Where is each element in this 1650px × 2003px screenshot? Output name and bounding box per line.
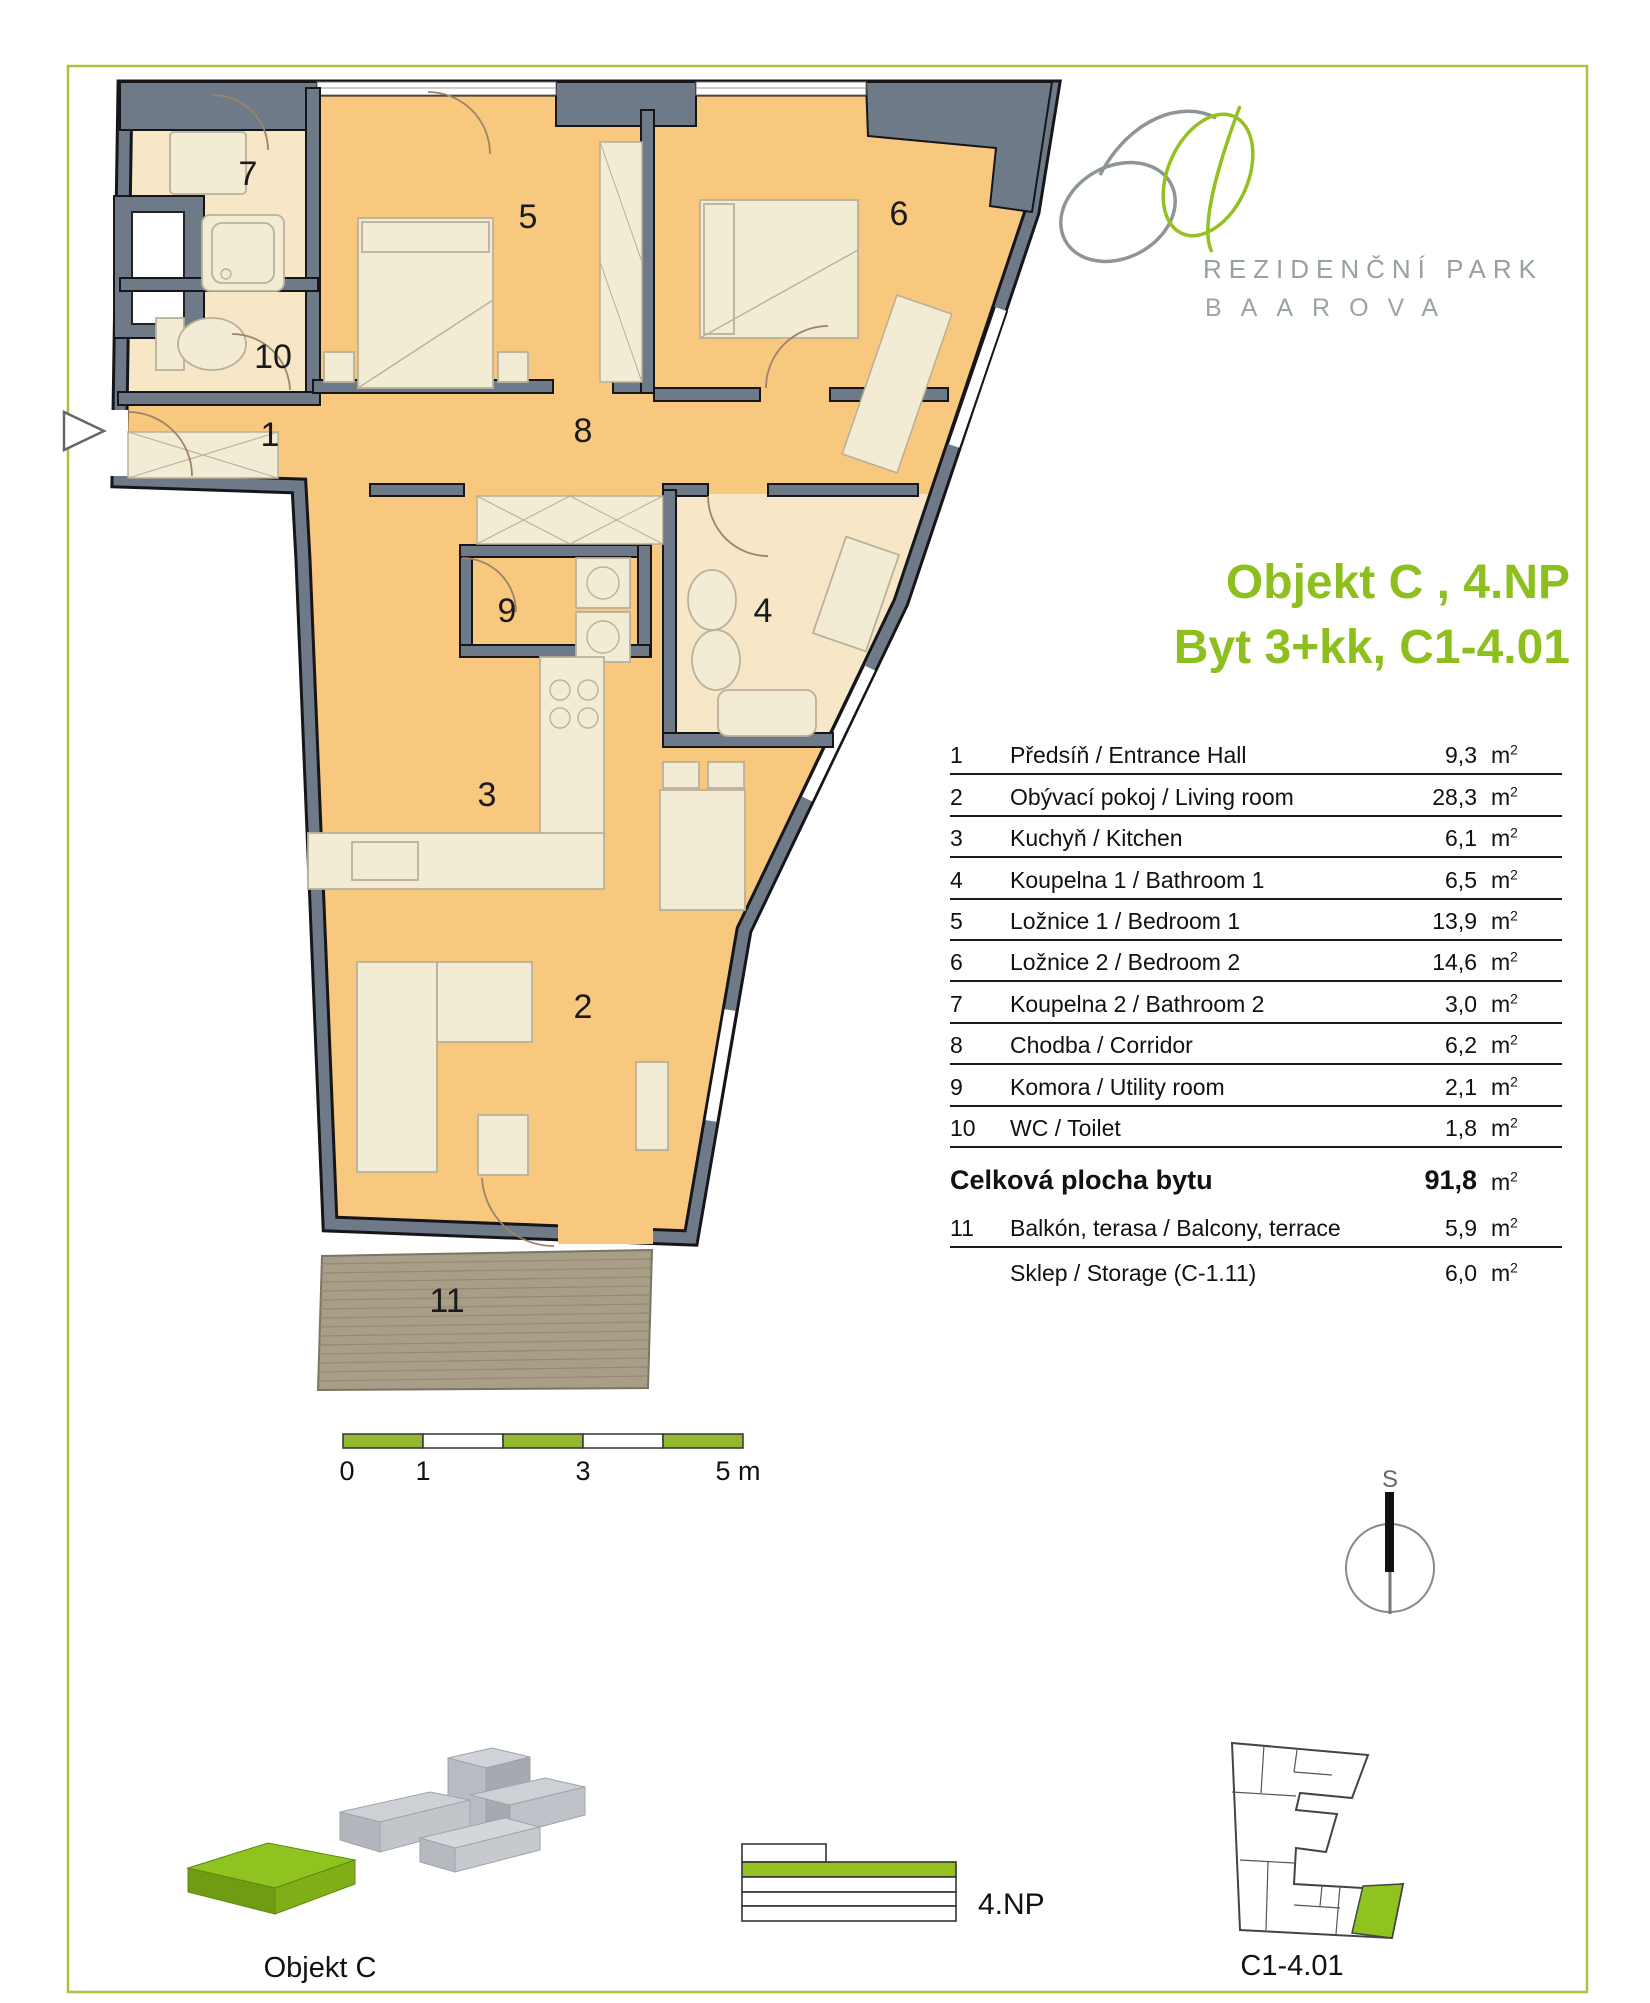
room-label-1: 1 [260, 416, 280, 454]
entry-opening [109, 410, 128, 476]
room-label-2: 2 [573, 988, 593, 1026]
scale-tick-3: 3 [575, 1456, 591, 1486]
scale-tick-5: 5 m [715, 1456, 761, 1486]
room-label-11: 11 [429, 1282, 465, 1320]
table-row: 5 Ložnice 1 / Bedroom 1 13,9 $m^2$ [950, 900, 1562, 941]
room-label-10: 10 [254, 338, 292, 376]
table-total-row: Celková plocha bytu 91,8 $m^2$ [950, 1164, 1518, 1195]
room-label-9: 9 [497, 592, 517, 630]
brand-name-line1: REZIDENČNÍ PARK [1203, 254, 1543, 284]
page-title [1174, 550, 1570, 680]
footer-unit-label: C1-4.01 [1240, 1950, 1344, 1982]
row-unit: $m^2$ [1491, 742, 1518, 769]
scale-tick-1: 1 [415, 1456, 431, 1486]
compass-icon [1346, 1492, 1434, 1614]
balcony-door-opening [558, 1222, 653, 1244]
room-label-5: 5 [518, 198, 538, 236]
area-table [950, 734, 1562, 1291]
room-label-6: 6 [889, 195, 909, 233]
scale-tick-0: 0 [339, 1456, 355, 1486]
table-row [950, 734, 1562, 775]
title-line1: Objekt C , 4.NP [1225, 556, 1570, 609]
unit-keymap [1232, 1743, 1403, 1938]
table-row: 9 Komora / Utility room 2,1 $m^2$ [950, 1065, 1562, 1106]
total-value: 91,8 [1424, 1164, 1477, 1195]
row-num: 1 [950, 742, 963, 769]
table-row: 7 Koupelna 2 / Bathroom 2 3,0 $m^2$ [950, 982, 1562, 1023]
site-3d-buildings [188, 1748, 585, 1914]
table-row-balcony: 11 Balkón, terasa / Balcony, terrace 5,9 $m^2$ [950, 1206, 1562, 1248]
scale-bar [343, 1434, 743, 1448]
floor-level-icon [742, 1844, 956, 1921]
row-label: Předsíň / Entrance Hall [1010, 742, 1247, 769]
footer-building-label: Objekt C [263, 1952, 377, 1984]
balcony-area [318, 1250, 652, 1390]
floor-plan [64, 82, 1052, 1390]
row-value: 9,3 [1445, 742, 1477, 769]
title-line2: Byt 3+kk, C1-4.01 [1173, 621, 1570, 674]
shaft-void [132, 212, 184, 324]
total-label: Celková plocha bytu [950, 1164, 1213, 1195]
room-label-4: 4 [753, 592, 773, 630]
brand-name-line2: BAAROVA [1205, 294, 1458, 322]
table-row: 2 Obývací pokoj / Living room 28,3 $m^2$ [950, 775, 1562, 816]
table-row-storage: Sklep / Storage (C-1.11) 6,0 $m^2$ [1010, 1259, 1518, 1286]
entrance-arrow-icon [64, 412, 104, 450]
room-label-8: 8 [573, 412, 593, 450]
table-row: 8 Chodba / Corridor 6,2 $m^2$ [950, 1024, 1562, 1065]
table-row: 4 Koupelna 1 / Bathroom 1 6,5 $m^2$ [950, 858, 1562, 899]
compass-north-label: S [1381, 1466, 1399, 1493]
footer-floor-label: 4.NP [978, 1888, 1045, 1921]
table-row: 6 Ložnice 2 / Bedroom 2 14,6 $m^2$ [950, 941, 1562, 982]
table-row: 10 WC / Toilet 1,8 $m^2$ [950, 1107, 1562, 1148]
table-row: 3 Kuchyň / Kitchen 6,1 $m^2$ [950, 817, 1562, 858]
room-label-7: 7 [238, 155, 258, 193]
room-label-3: 3 [477, 776, 497, 814]
